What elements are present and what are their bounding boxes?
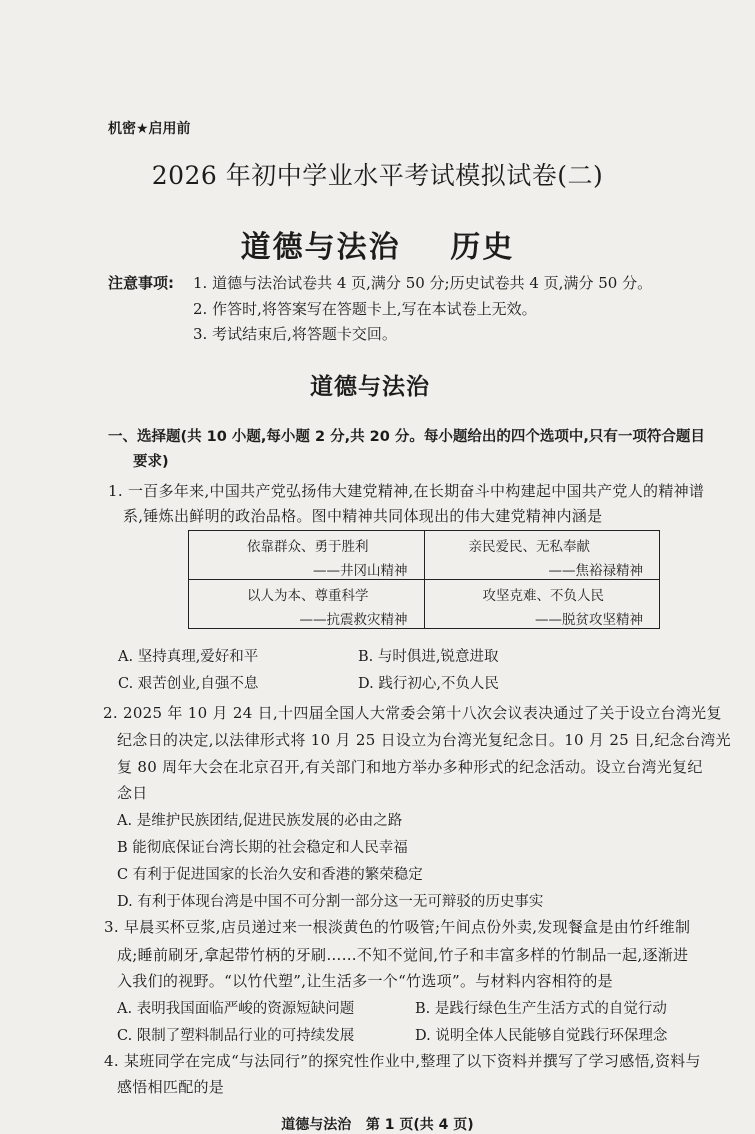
spirit-table (188, 530, 660, 629)
spirit-source: ——抗震救灾精神 (299, 612, 408, 628)
part-one-heading-cont: 要求) (133, 454, 169, 470)
question-2-line-2: 纪念日的决定,以法律形式将 10 月 25 日设立为台湾光复纪念日。10 月 25 日,纪念台湾光 (117, 731, 731, 749)
question-3-option-b: B. 是践行绿色生产生活方式的自觉行动 (415, 1001, 667, 1017)
question-1-line-1: 1. 一百多年来,中国共产党弘扬伟大建党精神,在长期奋斗中构建起中国共产党人的精神谱 (108, 482, 705, 500)
question-3-option-d: D. 说明全体人民能够自觉践行环保理念 (415, 1028, 668, 1044)
part-one-heading: 一、选择题(共 10 小题,每小题 2 分,共 20 分。每小题给出的四个选项中,只有一项符合题目 (108, 429, 705, 445)
question-1-option-c: C. 艰苦创业,自强不息 (118, 676, 259, 692)
question-2-option-c: C 有利于促进国家的长治久安和香港的繁荣稳定 (117, 867, 423, 883)
notice-item-2: 2. 作答时,将答案写在答题卡上,写在本试卷上无效。 (193, 300, 537, 318)
spirit-text: 攻坚克难、不负人民 (482, 588, 604, 604)
question-3-option-c: C. 限制了塑料制品行业的可持续发展 (117, 1028, 355, 1044)
question-1-option-a: A. 坚持真理,爱好和平 (118, 649, 259, 665)
question-2-line-1: 2. 2025 年 10 月 24 日,十四届全国人大常委会第十八次会议表决通过了关于设立台湾光复 (103, 704, 722, 722)
table-row (189, 531, 660, 580)
table-cell (424, 531, 660, 580)
question-1-option-d: D. 践行初心,不负人民 (358, 676, 499, 692)
question-2-option-b: B 能彻底保证台湾长期的社会稳定和人民幸福 (117, 840, 408, 856)
question-1-line-2: 系,锤炼出鲜明的政治品格。图中精神共同体现出的伟大建党精神内涵是 (123, 507, 603, 525)
exam-title: 2026 年初中学业水平考试模拟试卷(二) (151, 161, 604, 190)
table-cell (189, 580, 425, 629)
question-3-line-2: 成;睡前刷牙,拿起带竹柄的牙刷……不知不觉间,竹子和丰富多样的竹制品一起,逐渐进 (117, 946, 689, 964)
question-3-line-3: 入我们的视野。“以竹代塑”,让生活多一个“竹选项”。与材料内容相符的是 (117, 972, 613, 990)
question-3-line-1: 3. 早晨买杯豆浆,店员递过来一根淡黄色的竹吸管;午间点份外卖,发现餐盒是由竹纤维制 (104, 918, 691, 936)
question-2-line-4: 念日 (117, 784, 148, 802)
question-4-line-1: 4. 某班同学在完成“与法同行”的探究性作业中,整理了以下资料并撰写了学习感悟,资料与 (104, 1052, 701, 1070)
section-title: 道德与法治 (310, 374, 430, 400)
question-2-option-d: D. 有利于体现台湾是中国不可分割一部分这一无可辩驳的历史事实 (117, 894, 544, 910)
confidential-label: 机密★启用前 (108, 121, 191, 137)
subject-title: 道德与法治 历史 (240, 230, 515, 265)
notice-item-3: 3. 考试结束后,将答题卡交回。 (193, 325, 397, 343)
page-footer: 道德与法治 第 1 页(共 4 页) (281, 1117, 474, 1133)
question-2-option-a: A. 是维护民族团结,促进民族发展的必由之路 (117, 813, 403, 829)
question-3-option-a: A. 表明我国面临严峻的资源短缺问题 (117, 1001, 355, 1017)
table-cell (189, 531, 425, 580)
notice-item-1: 1. 道德与法治试卷共 4 页,满分 50 分;历史试卷共 4 页,满分 50 分。 (193, 274, 653, 292)
spirit-source: ——焦裕禄精神 (548, 563, 643, 579)
question-1-option-b: B. 与时俱进,锐意进取 (358, 649, 499, 665)
table-cell (424, 580, 660, 629)
spirit-source: ——脱贫攻坚精神 (535, 612, 643, 628)
question-2-line-3: 复 80 周年大会在北京召开,有关部门和地方举办多种形式的纪念活动。设立台湾光复纪 (117, 758, 703, 776)
spirit-source: ——井冈山精神 (313, 563, 408, 579)
spirit-text: 亲民爱民、无私奉献 (468, 539, 590, 555)
notice-label: 注意事项: (108, 274, 174, 292)
spirit-text: 以人为本、尊重科学 (247, 588, 369, 604)
question-4-line-2: 感悟相匹配的是 (117, 1078, 225, 1096)
spirit-text: 依靠群众、勇于胜利 (247, 539, 369, 555)
table-row (189, 580, 660, 629)
